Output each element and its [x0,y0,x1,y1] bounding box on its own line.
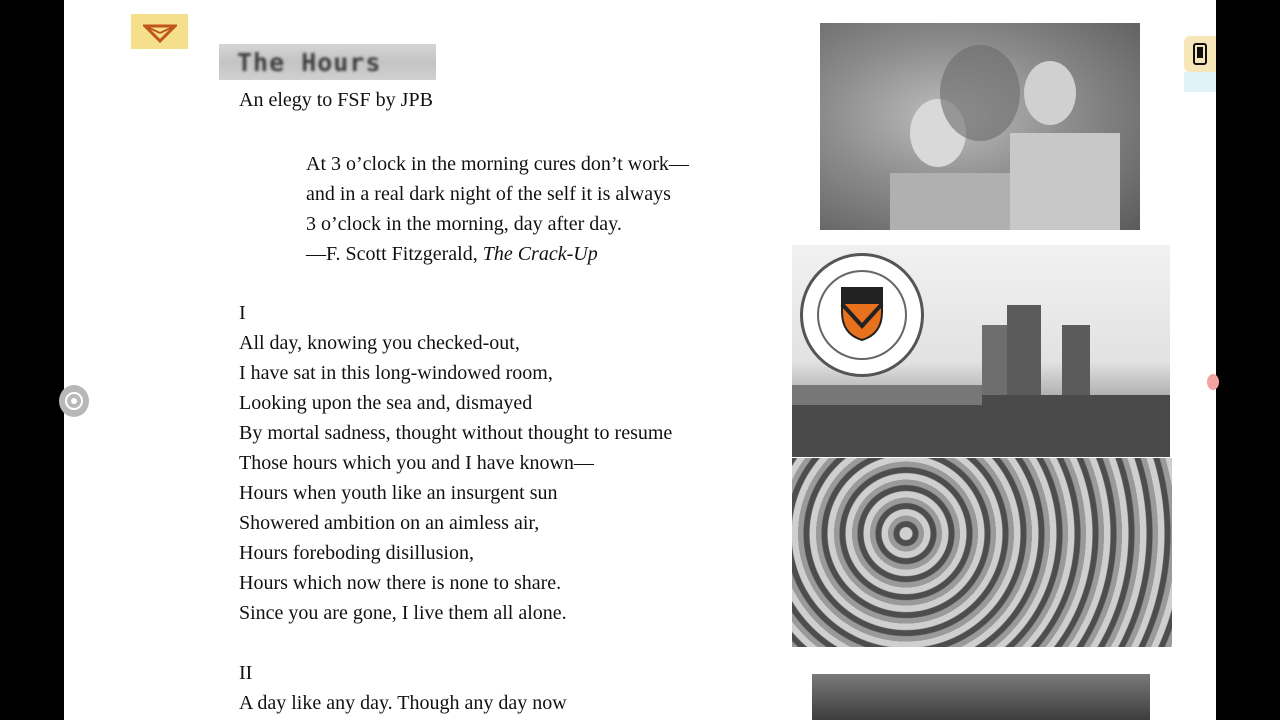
poem-line: A day like any day. Though any day now [239,692,567,714]
attribution-work: The Crack-Up [482,243,598,265]
phone-button-tab [1184,72,1216,92]
epigraph-line: 3 o’clock in the morning, day after day. [306,213,622,235]
poem-line: Showered ambition on an aimless air, [239,512,540,534]
epigraph-line: and in a real dark night of the self it is always [306,183,671,205]
stanza-gap [239,628,672,658]
crowd-photo-partial [812,674,1150,720]
title-image-text: The Hours [237,48,382,77]
attribution-author: —F. Scott Fitzgerald, [306,243,483,265]
poem-line: I have sat in this long-windowed room, [239,362,553,384]
edge-indicator-dot [1207,374,1219,390]
crowd-photo [792,458,1172,647]
poem-line: Hours which now there is none to share. [239,572,562,594]
two-men-photo [820,23,1140,230]
document-page [64,0,1216,720]
poem-line: Hours when youth like an insurgent sun [239,482,558,504]
poem-subtitle: An elegy to FSF by JPB [239,89,433,111]
princeton-seal-and-hall-photo [792,245,1170,457]
epigraph [306,149,689,269]
poem-line: Those hours which you and I have known— [239,452,594,474]
hall-silhouette [792,305,1170,457]
poem-body [239,298,672,718]
aperture-icon [65,392,83,410]
logo[interactable] [131,14,188,49]
title-image [219,44,436,80]
section-numeral: II [239,662,253,684]
phone-icon [1193,43,1207,65]
two-men-figures [820,23,1140,230]
poem-line: Since you are gone, I live them all alone. [239,602,567,624]
epigraph-line: At 3 o’clock in the morning cures don’t work— [306,153,689,175]
aperture-control[interactable] [59,385,89,417]
section-numeral: I [239,302,246,324]
epigraph-attribution [306,239,689,269]
phone-view-button[interactable] [1184,36,1216,72]
poem-line: By mortal sadness, thought without thought to resume [239,422,673,444]
diamond-logo-icon [143,21,177,43]
poem-line: Looking upon the sea and, dismayed [239,392,533,414]
poem-line: All day, knowing you checked-out, [239,332,520,354]
poem-line: Hours foreboding disillusion, [239,542,474,564]
